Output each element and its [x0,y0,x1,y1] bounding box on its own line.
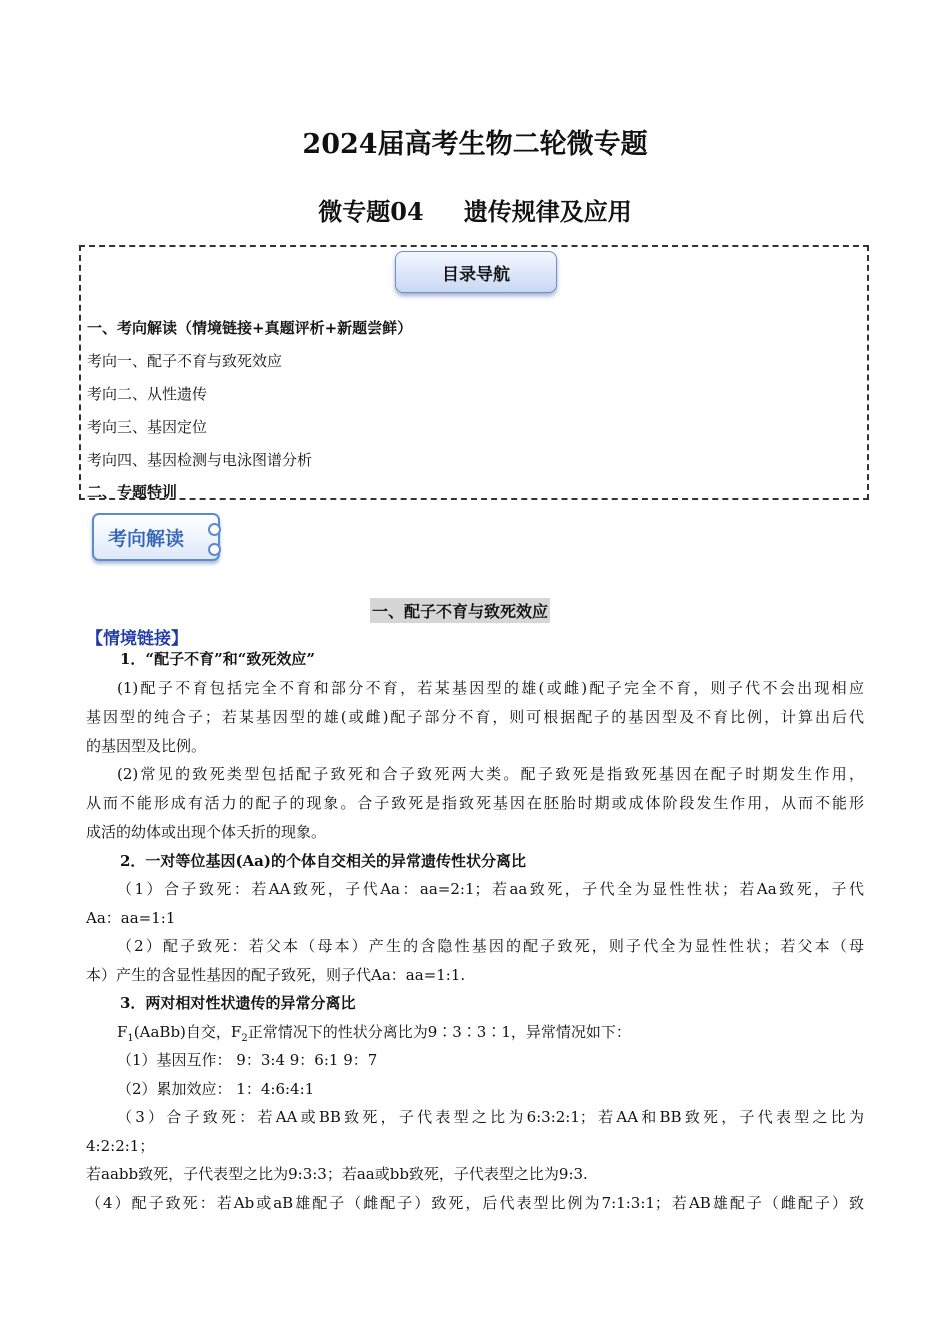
paragraph-1-line-2: 基因型的纯合子；若某基因型的雄(或雌)配子部分不育，则可根据配子的基因型及不育比例，计算出后代 [86,708,864,726]
main-title: 2024届高考生物二轮微专题 [302,129,648,160]
toc-nav-button[interactable]: 目录导航 [395,251,557,293]
heading-2: 2．一对等位基因(Aa)的个体自交相关的异常遗传性状分离比 [120,852,526,870]
paragraph-8-line-2: 4:2:2:1； [86,1137,155,1155]
paragraph-2-line-2: 从而不能形成有活力的配子的现象。合子致死是指致死基因在胚胎时期或成体阶段发生作用，从而不能形 [86,794,864,812]
badge-connector-icon [208,523,224,555]
paragraph-5: $F_1(AaBb)$自交，$F_2$正常情况下的性状分离比为9∶3∶3∶1，异常情况如下： [117,1023,631,1044]
paragraph-2-line-1: (2)常见的致死类型包括配子致死和合子致死两大类。配子致死是指致死基因在配子时期发生作用， [117,765,864,783]
toc-box [79,245,869,500]
heading-3: 3．两对相对性状遗传的异常分离比 [120,994,356,1012]
toc-item-topic-4[interactable]: 考向四、基因检测与电泳图谱分析 [87,451,313,469]
toc-item-topic-2[interactable]: 考向二、从性遗传 [87,385,208,403]
paragraph-4-line-1: （2）配子致死：若父本（母本）产生的含隐性基因的配子致死，则子代全为显性性状；若父本（母 [117,937,864,955]
sub-title [0,192,950,227]
sub-title-topic: 遗传规律及应用 [463,197,632,226]
section-badge [92,513,220,561]
toc-item-topic-3[interactable]: 考向三、基因定位 [87,418,208,436]
paragraph-4-line-2: 本）产生的含显性基因的配子致死，则子代Aa：aa=1:1. [86,966,466,984]
paragraph-8-line-1: （3）合子致死：若AA或BB致死，子代表型之比为6:3:2:1；若AA和BB致死，子代表型之比为 [117,1108,864,1126]
heading-1: 1．“配子不育”和“致死效应” [120,650,315,668]
sub-title-number: 微专题04 [318,197,424,226]
paragraph-3-line-2: Aa：aa=1:1 [86,909,176,927]
context-label: 【情境链接】 [86,629,188,649]
paragraph-2-line-3: 成活的幼体或出现个体夭折的现象。 [86,823,327,841]
paragraph-3-line-1: （1）合子致死：若AA致死，子代Aa：aa=2:1；若aa致死，子代全为显性性状；若Aa致死，子代 [117,880,864,898]
paragraph-10: （4）配子致死：若Ab或aB雄配子（雌配子）致死，后代表型比例为7:1:3:1；若AB雄配子（雌配子）致 [86,1194,864,1212]
paragraph-9: 若aabb致死，子代表型之比为9:3:3；若aa或bb致死，子代表型之比为9:3. [86,1165,588,1183]
section-badge-label: 考向解读 [108,527,185,550]
toc-item-topic-1[interactable]: 考向一、配子不育与致死效应 [87,352,283,370]
paragraph-7: （2）累加效应： 1：4:6:4:1 [117,1080,315,1098]
section-heading: 一、配子不育与致死效应 [370,598,550,623]
toc-item-overview[interactable]: 一、考向解读（情境链接+真题评析+新题尝鲜） [87,319,413,337]
paragraph-1-line-1: (1)配子不育包括完全不育和部分不育，若某基因型的雄(或雌)配子完全不育，则子代不会出现相应 [117,679,864,697]
toc-item-training[interactable]: 二、专题特训 [87,483,178,501]
paragraph-6: （1）基因互作： 9：3:4 9：6:1 9：7 [117,1051,378,1069]
paragraph-1-line-3: 的基因型及比例。 [86,737,207,755]
